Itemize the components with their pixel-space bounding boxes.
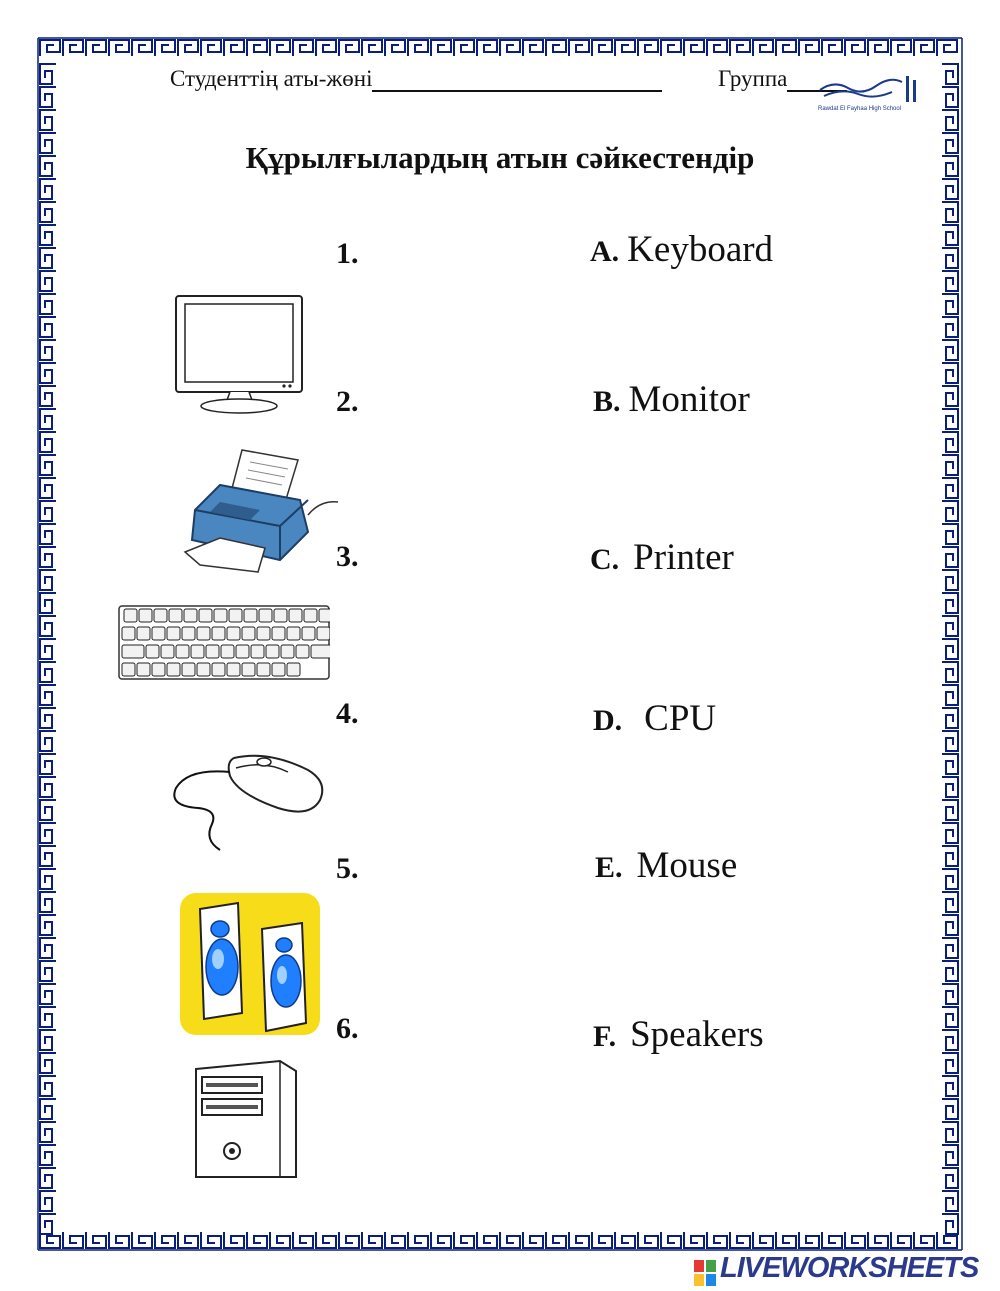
item-number-1: 1. [336,237,359,270]
printer-image [180,440,340,580]
option-letter: A. [590,235,620,268]
option-text: Printer [633,537,734,578]
item-number-6: 6. [336,1012,359,1045]
option-letter: C. [590,543,620,576]
option-letter: F. [593,1020,617,1053]
option-text: Mouse [636,845,738,886]
student-name-label: Студенттің аты-жөні [170,66,662,92]
option-c [590,536,734,579]
option-text: Keyboard [627,229,774,270]
worksheet-title: Құрылғылардың атын сәйкестендір [245,140,755,175]
monitor-image [172,292,307,417]
cpu-image [192,1057,302,1181]
option-letter: B. [593,385,621,418]
item-number-4: 4. [336,697,359,730]
option-letter: D. [593,704,623,737]
option-e [595,844,737,887]
option-letter: E. [595,851,623,884]
liveworksheets-watermark [694,1252,978,1284]
option-a [590,228,773,271]
school-logo [814,72,924,116]
item-number-5: 5. [336,852,359,885]
liveworksheets-logo-icon [694,1260,716,1286]
option-f [593,1013,764,1056]
option-d [593,697,716,740]
mouse-image [168,748,328,858]
option-text: Speakers [630,1014,764,1055]
option-text: Monitor [628,379,750,420]
keyboard-image [118,605,330,680]
logo-text: Rawdat El Fayhaa High School [818,106,902,112]
watermark-text: LIVEWORKSHEETS [720,1252,979,1284]
option-text: CPU [644,698,717,739]
group-label: Группа [718,66,847,92]
option-b [593,378,750,421]
speakers-image [180,893,320,1035]
item-number-3: 3. [336,540,359,573]
item-number-2: 2. [336,385,359,418]
